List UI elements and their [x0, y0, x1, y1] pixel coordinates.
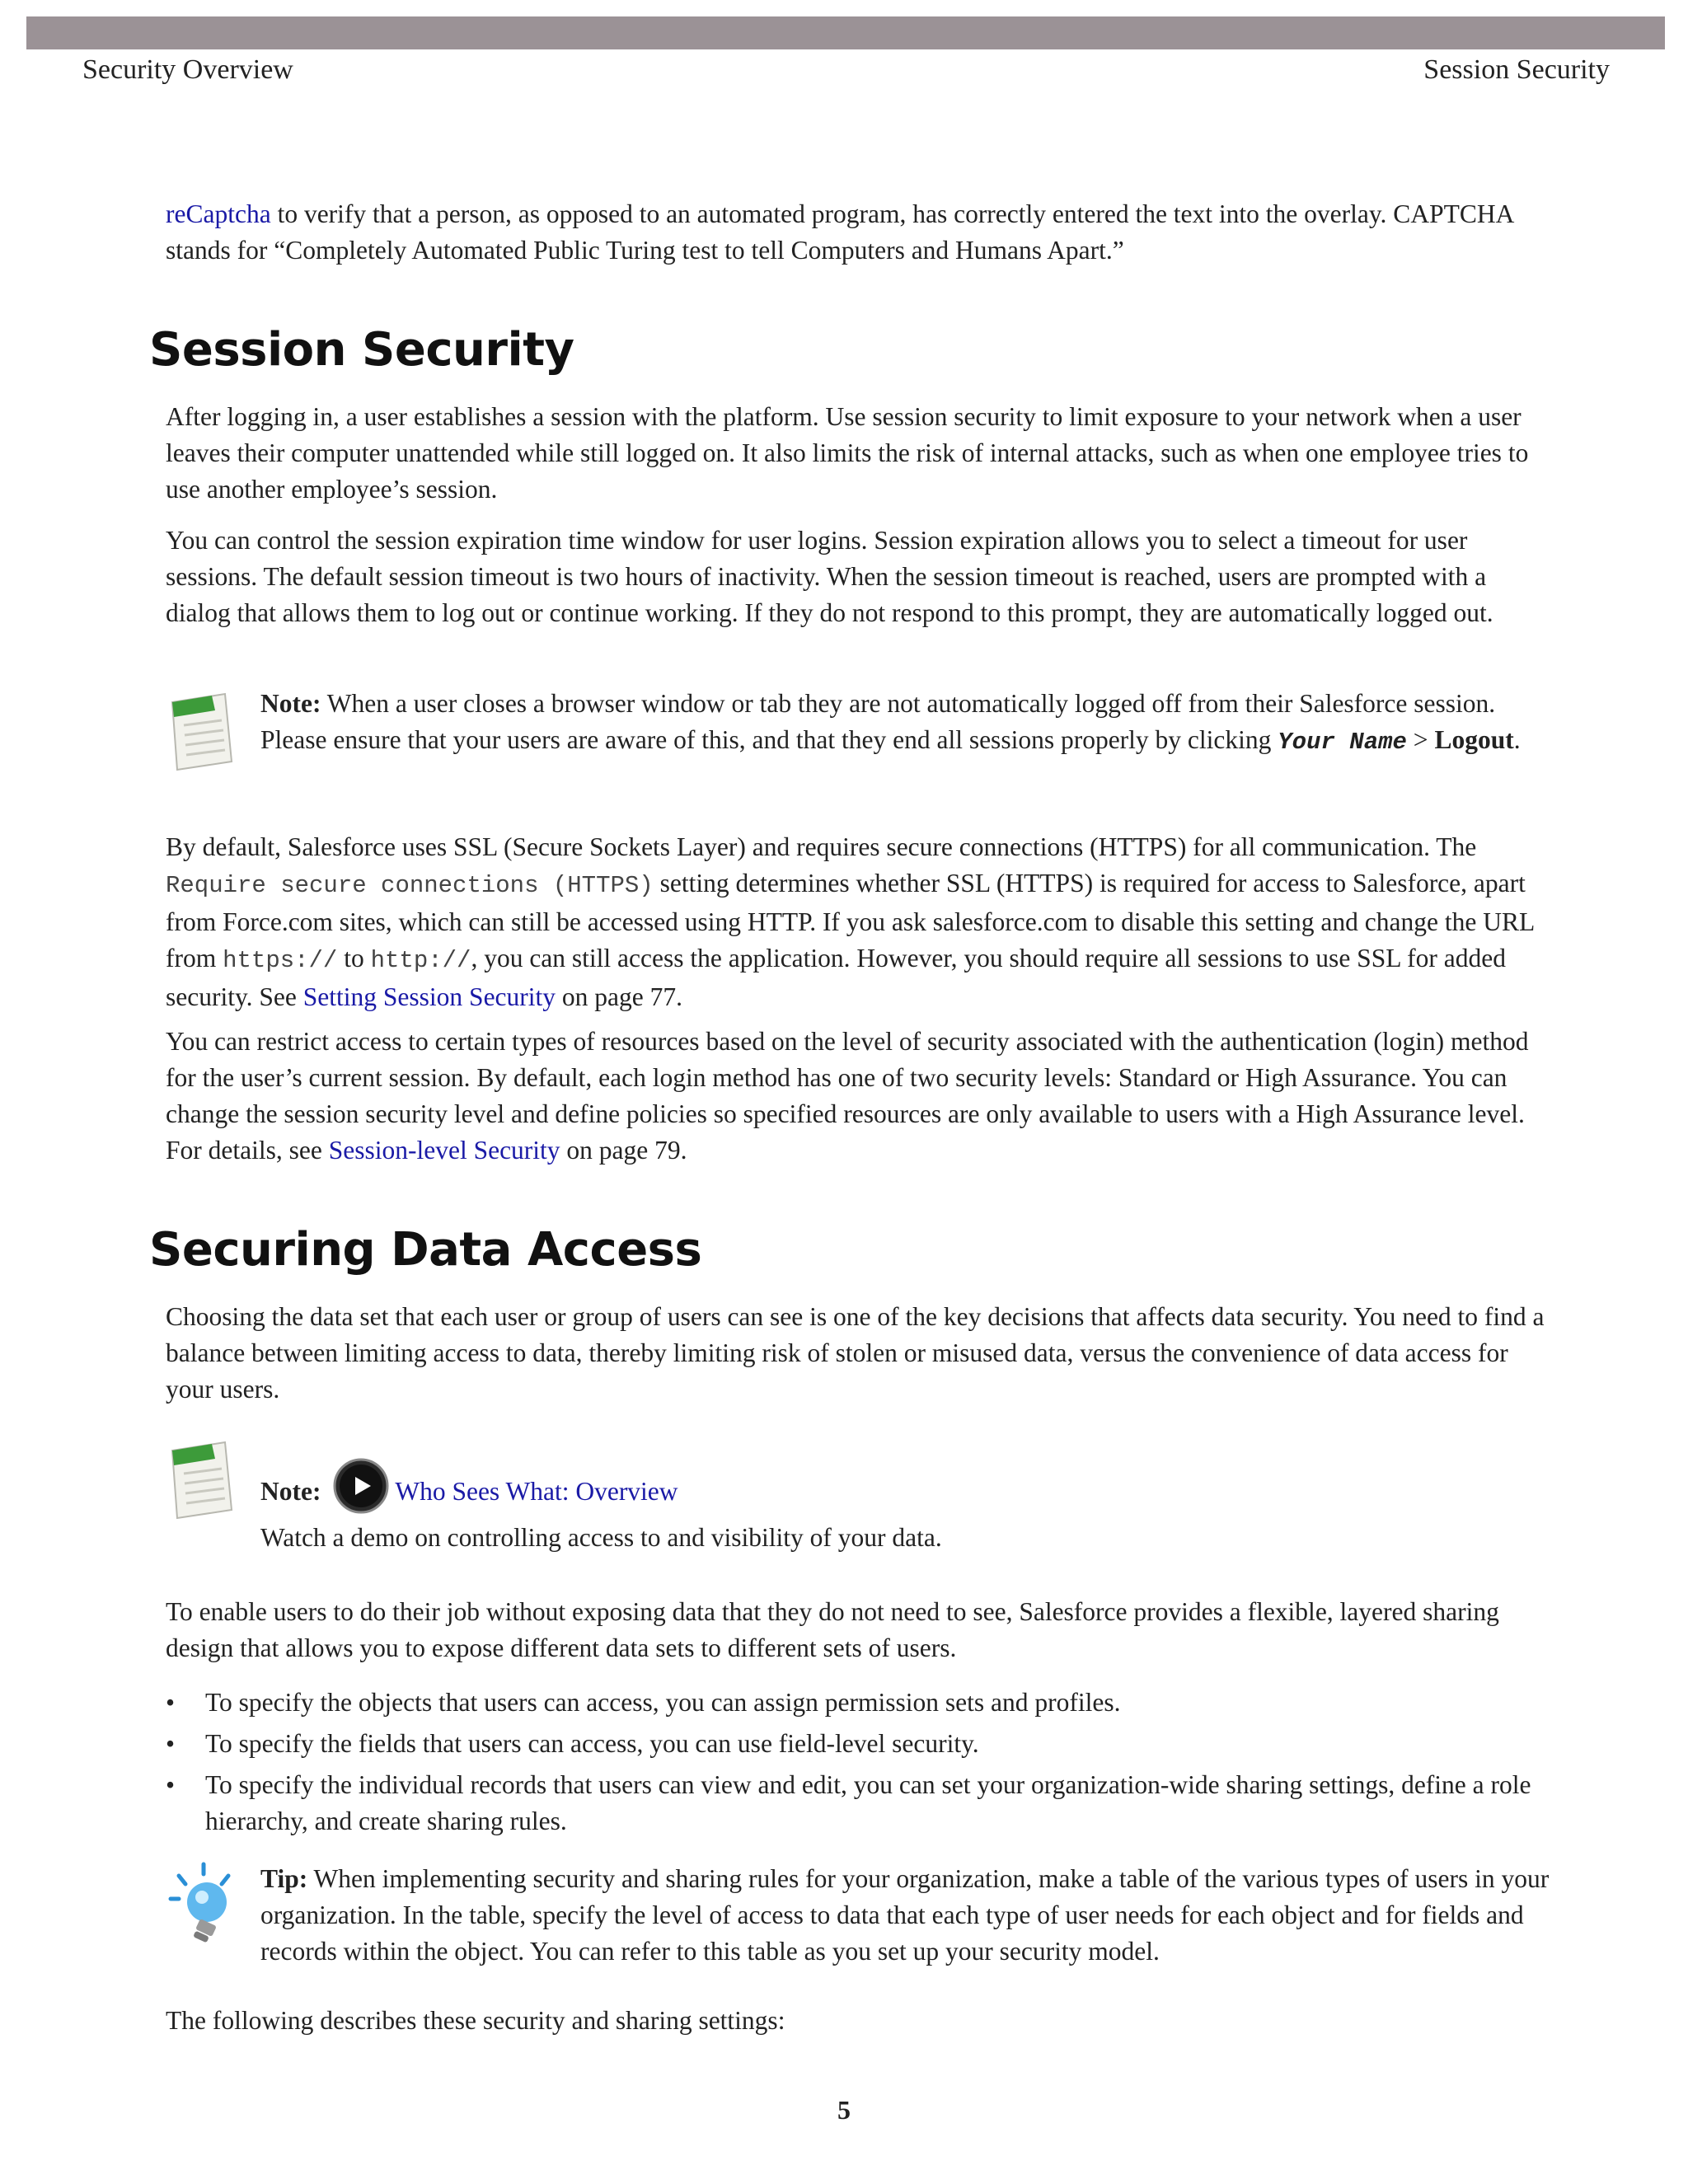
tip-callout — [166, 1861, 1550, 1976]
your-name-code: Your Name — [1278, 729, 1407, 756]
running-header-left: Security Overview — [82, 54, 293, 85]
page-number: 5 — [837, 2095, 851, 2125]
list-item: • To specify the individual records that users can view and edit, you can set your organization-wide sharing settings, define a role hierarchy, and create sharing rules. — [166, 1767, 1550, 1840]
session-level-security-link[interactable]: Session-level Security — [328, 1136, 560, 1165]
require-secure-code: Require secure connections (HTTPS) — [166, 872, 654, 899]
note-icon — [166, 686, 240, 776]
setting-session-security-link[interactable]: Setting Session Security — [302, 982, 556, 1011]
tip-text: Tip: When implementing security and sharing rules for your organization, make a table of the various types of users in your organization. In the table, specify the level of access to data that each type of user needs for each object and for fields and records within the object. You can refer to this table as you set up your security model. — [260, 1864, 1550, 1966]
running-header-right: Session Security — [1423, 54, 1610, 85]
note-callout-logout — [166, 686, 1550, 801]
play-video-icon[interactable] — [332, 1457, 390, 1515]
heading-session-security: Session Security — [149, 323, 574, 377]
http-code: http:// — [370, 947, 471, 974]
data-access-paragraph-2: To enable users to do their job without exposing data that they do not need to see, Salesforce provides a flexible, layered sharing design that allows you to expose different data sets to different sets of users. — [166, 1597, 1499, 1662]
recaptcha-link[interactable]: reCaptcha — [166, 199, 271, 228]
session-paragraph-1: After logging in, a user establishes a session with the platform. Use session security to limit exposure to your network when a user leaves their computer unattended while still logged on. It also limits the risk of internal attacks, such as when one employee tries to use another employee’s session. — [166, 402, 1529, 504]
note-icon — [166, 1434, 240, 1525]
session-paragraph-2: You can control the session expiration time window for user logins. Session expiration allows you to select a timeout for user sessions. The default session timeout is two hours of inactivity. When the session timeout is reached, users are prompted with a dialog that allows them to log out or continue working. If they do not respond to this prompt, they are automatically logged out. — [166, 526, 1493, 627]
header-bar — [26, 16, 1665, 49]
who-sees-what-link[interactable]: Who Sees What: Overview — [395, 1477, 678, 1506]
data-access-paragraph-1: Choosing the data set that each user or group of users can see is one of the key decisions that affects data security. You need to find a balance between limiting access to data, thereby limiting risk of stolen or misused data, versus the convenience of data access for your users. — [166, 1302, 1545, 1404]
lightbulb-icon — [166, 1861, 240, 1952]
note-text: Note: When a user closes a browser window or tab they are not automatically logged off from their Salesforce session. Please ensure that your users are aware of this, and that they end all sessions properly by clicking Your Name > Logout. — [260, 689, 1521, 756]
session-paragraph-4: You can restrict access to certain types of resources based on the level of security associated with the authentication (login) method for the user’s current session. By default, each login method has one of two security levels: Standard or High Assurance. You can change the session security level and define policies so specified resources are only available to users with a High Assurance level. For details, see Session-level Security on page 79. — [166, 1027, 1529, 1165]
video-note-description: Watch a demo on controlling access to and visibility of your data. — [260, 1523, 942, 1552]
sharing-bullet-list — [166, 1685, 1550, 1844]
https-code: https:// — [223, 947, 338, 974]
list-item: • To specify the objects that users can access, you can assign permission sets and profiles. — [166, 1685, 1550, 1721]
data-access-paragraph-3: The following describes these security and sharing settings: — [166, 2006, 785, 2035]
session-paragraph-3: By default, Salesforce uses SSL (Secure Sockets Layer) and requires secure connections (HTTPS) for all communication. The Require secure connections (HTTPS) setting determines whether SSL (HTTPS) is required for access to Salesforce, apart from Force.com sites, which can still be accessed using HTTP. If you ask salesforce.com to disable this setting and change the URL from https:// to http://, you can still access the application. However, you should require all sessions to use SSL for added security. See Setting Session Security on page 77. — [166, 832, 1535, 1011]
heading-securing-data-access: Securing Data Access — [149, 1223, 702, 1277]
video-note-line: Note: Who Sees What: Overview — [260, 1457, 1550, 1515]
list-item: • To specify the fields that users can access, you can use field-level security. — [166, 1726, 1550, 1762]
note-callout-video — [166, 1434, 1550, 1558]
intro-paragraph: reCaptcha to verify that a person, as opposed to an automated program, has correctly entered the text into the overlay. CAPTCHA stands for “Completely Automated Public Turing test to tell Computers and Humans Apart.” — [166, 199, 1513, 265]
